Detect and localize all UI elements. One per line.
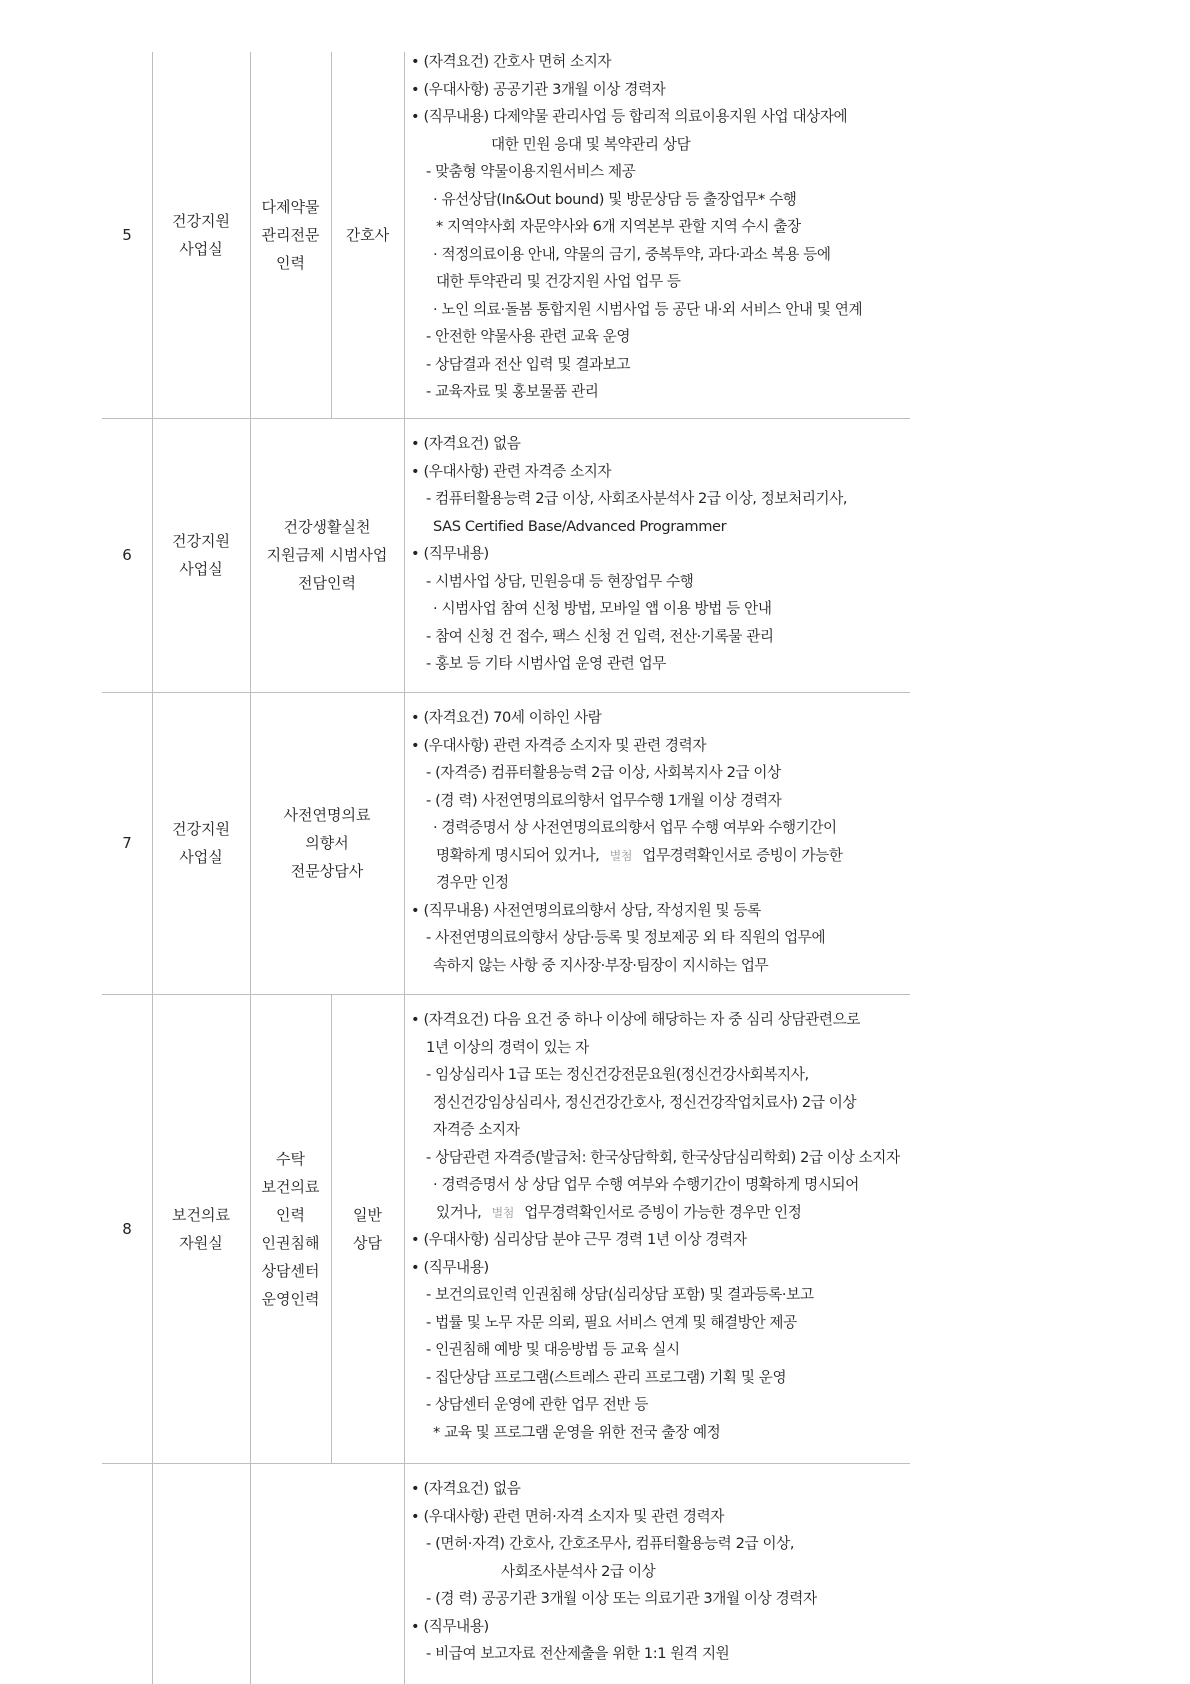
description-line: - 안전한 약물사용 관련 교육 운영: [426, 328, 631, 345]
description-line: * 교육 및 프로그램 운영을 위한 전국 출장 예정: [433, 1423, 721, 1441]
job-field-cell-line: 건강생활실천: [283, 518, 371, 536]
description-line: - 맞춤형 약물이용지원서비스 제공: [426, 163, 636, 180]
description-line: - 비급여 보고자료 전산제출을 위한 1:1 원격 지원: [426, 1645, 730, 1662]
description-line: - (면허·자격) 간호사, 간호조무사, 컴퓨터활용능력 2급 이상,: [426, 1535, 795, 1552]
job-subfield-cell-line: 일반: [353, 1205, 382, 1224]
job-field-cell-line: 사전연명의료: [283, 806, 371, 824]
row-number-text: 6: [122, 546, 132, 564]
department-cell-line: 보건의료: [172, 1205, 230, 1224]
job-field-cell-line: 관리전문: [261, 226, 320, 244]
description-line: 경우만 인정: [436, 874, 509, 891]
job-subfield-cell-line: 간호사: [345, 226, 390, 244]
description-line: - 임상심리사 1급 또는 정신건강전문요원(정신건강사회복지사,: [426, 1066, 809, 1083]
job-field-cell-line: 인력: [276, 254, 305, 272]
description-line: 있거나, 별첨 업무경력확인서로 증빙이 가능한 경우만 인정: [436, 1203, 802, 1221]
department-cell: [152, 994, 250, 1463]
description-line: - 상담결과 전산 입력 및 결과보고: [426, 355, 631, 373]
description-line: - 인권침해 예방 및 대응방법 등 교육 실시: [426, 1341, 680, 1358]
description-line: • (직무내용): [411, 1258, 489, 1276]
description-line: * 지역약사회 자문약사와 6개 지역본부 관할 지역 수시 출장: [436, 218, 801, 235]
row-number-text: 5: [122, 226, 132, 244]
description-line: 대한 민원 응대 및 복약관리 상담: [491, 135, 691, 153]
job-description: [411, 704, 911, 979]
description-line: 사회조사분석사 2급 이상: [501, 1562, 656, 1580]
description-line: 대한 투약관리 및 건강지원 사업 업무 등: [436, 273, 681, 290]
description-line: • (자격요건) 간호사 면허 소지자: [411, 53, 612, 70]
description-line: · 유선상담(In&Out bound) 및 방문상담 등 출장업무* 수행: [433, 190, 797, 208]
description-line: - 집단상담 프로그램(스트레스 관리 프로그램) 기획 및 운영: [426, 1368, 787, 1386]
description-line: · 경력증명서 상 사전연명의료의향서 업무 수행 여부와 수행기간이: [433, 819, 837, 836]
department-cell-line: 자원실: [179, 1233, 223, 1252]
description-line: SAS Certified Base/Advanced Programmer: [433, 517, 727, 535]
description-line: 자격증 소지자: [433, 1121, 520, 1138]
description-line: · 적정의료이용 안내, 약물의 금기, 중복투약, 과다·과소 복용 등에: [433, 245, 831, 263]
job-field-cell-line: 인권침해: [261, 1233, 320, 1252]
description-line: • (우대사항) 공공기관 3개월 이상 경력자: [411, 80, 666, 98]
description-line: · 시범사업 참여 신청 방법, 모바일 앱 이용 방법 등 안내: [433, 600, 772, 617]
description-line: • (우대사항) 관련 자격증 소지자: [411, 462, 612, 480]
description-line: · 노인 의료·돌봄 통합지원 시범사업 등 공단 내·외 서비스 안내 및 연계: [433, 300, 863, 318]
description-line: 명확하게 명시되어 있거나, 별첨 업무경력확인서로 증빙이 가능한: [436, 846, 843, 864]
description-line: - (경 력) 공공기관 3개월 이상 또는 의료기관 3개월 이상 경력자: [426, 1590, 817, 1607]
job-subfield-cell: [331, 52, 404, 418]
row-number: [102, 692, 152, 994]
department-cell-line: 건강지원: [172, 532, 230, 550]
description-line: · 경력증명서 상 상담 업무 수행 여부와 수행기간이 명확하게 명시되어: [433, 1176, 859, 1193]
department-cell: [152, 692, 250, 994]
description-line: • (우대사항) 심리상담 분야 근무 경력 1년 이상 경력자: [411, 1231, 747, 1248]
description-line: - 상담관련 자격증(발급처: 한국상담학회, 한국상담심리학회) 2급 이상 소지자: [426, 1148, 900, 1166]
row-number: [102, 994, 152, 1463]
description-line: • (우대사항) 관련 면허·자격 소지자 및 관련 경력자: [411, 1507, 724, 1525]
job-description: [411, 1475, 911, 1668]
job-field-cell-line: 보건의료: [261, 1177, 320, 1196]
job-field-cell-line: 전담인력: [298, 574, 356, 592]
description-line: • (직무내용) 사전연명의료의향서 상담, 작성지원 및 등록: [411, 901, 761, 919]
description-line: • (자격요건) 없음: [411, 1480, 521, 1497]
job-field-cell: [250, 52, 331, 418]
job-field-cell-line: 지원금제 시범사업: [266, 546, 388, 564]
description-line: • (자격요건) 70세 이하인 사람: [411, 709, 602, 726]
job-subfield-cell: [331, 994, 404, 1463]
description-line: - 사전연명의료의향서 상담·등록 및 정보제공 외 타 직원의 업무에: [426, 929, 826, 946]
job-description: [411, 430, 911, 678]
job-field-cell-line: 상담센터: [261, 1261, 320, 1280]
row-number: [102, 52, 152, 418]
row-divider: [102, 1463, 910, 1464]
description-line: - 보건의료인력 인권침해 상담(심리상담 포함) 및 결과등록·보고: [426, 1286, 814, 1303]
job-field-cell: [250, 994, 331, 1463]
description-line: - 참여 신청 건 접수, 팩스 신청 건 입력, 전산·기록물 관리: [426, 627, 774, 645]
department-cell-line: 건강지원: [172, 820, 230, 838]
department-cell-line: 사업실: [179, 240, 223, 258]
row-number-text: 8: [122, 1219, 132, 1238]
description-line: - 시범사업 상담, 민원응대 등 현장업무 수행: [426, 572, 694, 590]
description-line: - 상담센터 운영에 관한 업무 전반 등: [426, 1396, 649, 1413]
job-field-cell: [250, 418, 404, 692]
description-line: • (자격요건) 다음 요건 중 하나 이상에 해당하는 자 중 심리 상담관련으로: [411, 1011, 860, 1028]
description-line: • (직무내용): [411, 1617, 489, 1635]
row-number-text: 7: [122, 834, 132, 852]
job-field-cell-line: 다제약물: [261, 198, 320, 216]
description-line: • (자격요건) 없음: [411, 435, 521, 452]
description-line: • (직무내용): [411, 545, 489, 562]
description-line: 속하지 않는 사항 중 지사장·부장·팀장이 지시하는 업무: [433, 956, 769, 974]
row-number: [102, 418, 152, 692]
description-line: - 홍보 등 기타 시범사업 운영 관련 업무: [426, 655, 667, 672]
department-cell-line: 사업실: [179, 848, 223, 866]
attachment-tag: 별첨: [491, 1205, 514, 1220]
description-line: - (자격증) 컴퓨터활용능력 2급 이상, 사회복지사 2급 이상: [426, 764, 781, 781]
column-divider: [404, 52, 405, 1684]
department-cell: [152, 52, 250, 418]
description-line: - 법률 및 노무 자문 의뢰, 필요 서비스 연계 및 해결방안 제공: [426, 1313, 797, 1331]
job-description: [411, 1006, 911, 1446]
job-field-cell-line: 전문상담사: [290, 862, 364, 880]
job-field-cell: [250, 692, 404, 994]
attachment-tag: 별첨: [609, 848, 633, 863]
description-line: • (직무내용) 다제약물 관리사업 등 합리적 의료이용지원 사업 대상자에: [411, 108, 848, 125]
description-line: - 컴퓨터활용능력 2급 이상, 사회조사분석사 2급 이상, 정보처리기사,: [426, 490, 848, 507]
job-field-cell-line: 운영인력: [261, 1289, 320, 1308]
department-cell-line: 사업실: [179, 560, 223, 578]
description-line: • (우대사항) 관련 자격증 소지자 및 관련 경력자: [411, 736, 707, 754]
job-description: [411, 48, 911, 406]
department-cell: [152, 418, 250, 692]
job-subfield-cell-line: 상담: [353, 1233, 382, 1252]
department-cell-line: 건강지원: [172, 212, 230, 230]
job-field-cell-line: 수탁: [276, 1149, 305, 1168]
job-field-cell-line: 인력: [276, 1205, 305, 1224]
description-line: - (경 력) 사전연명의료의향서 업무수행 1개월 이상 경력자: [426, 791, 782, 809]
description-line: 정신건강임상심리사, 정신건강간호사, 정신건강작업치료사) 2급 이상: [433, 1093, 857, 1111]
description-line: - 교육자료 및 홍보물품 관리: [426, 383, 599, 400]
job-field-cell-line: 의향서: [305, 834, 349, 852]
description-line: 1년 이상의 경력이 있는 자: [426, 1038, 589, 1056]
